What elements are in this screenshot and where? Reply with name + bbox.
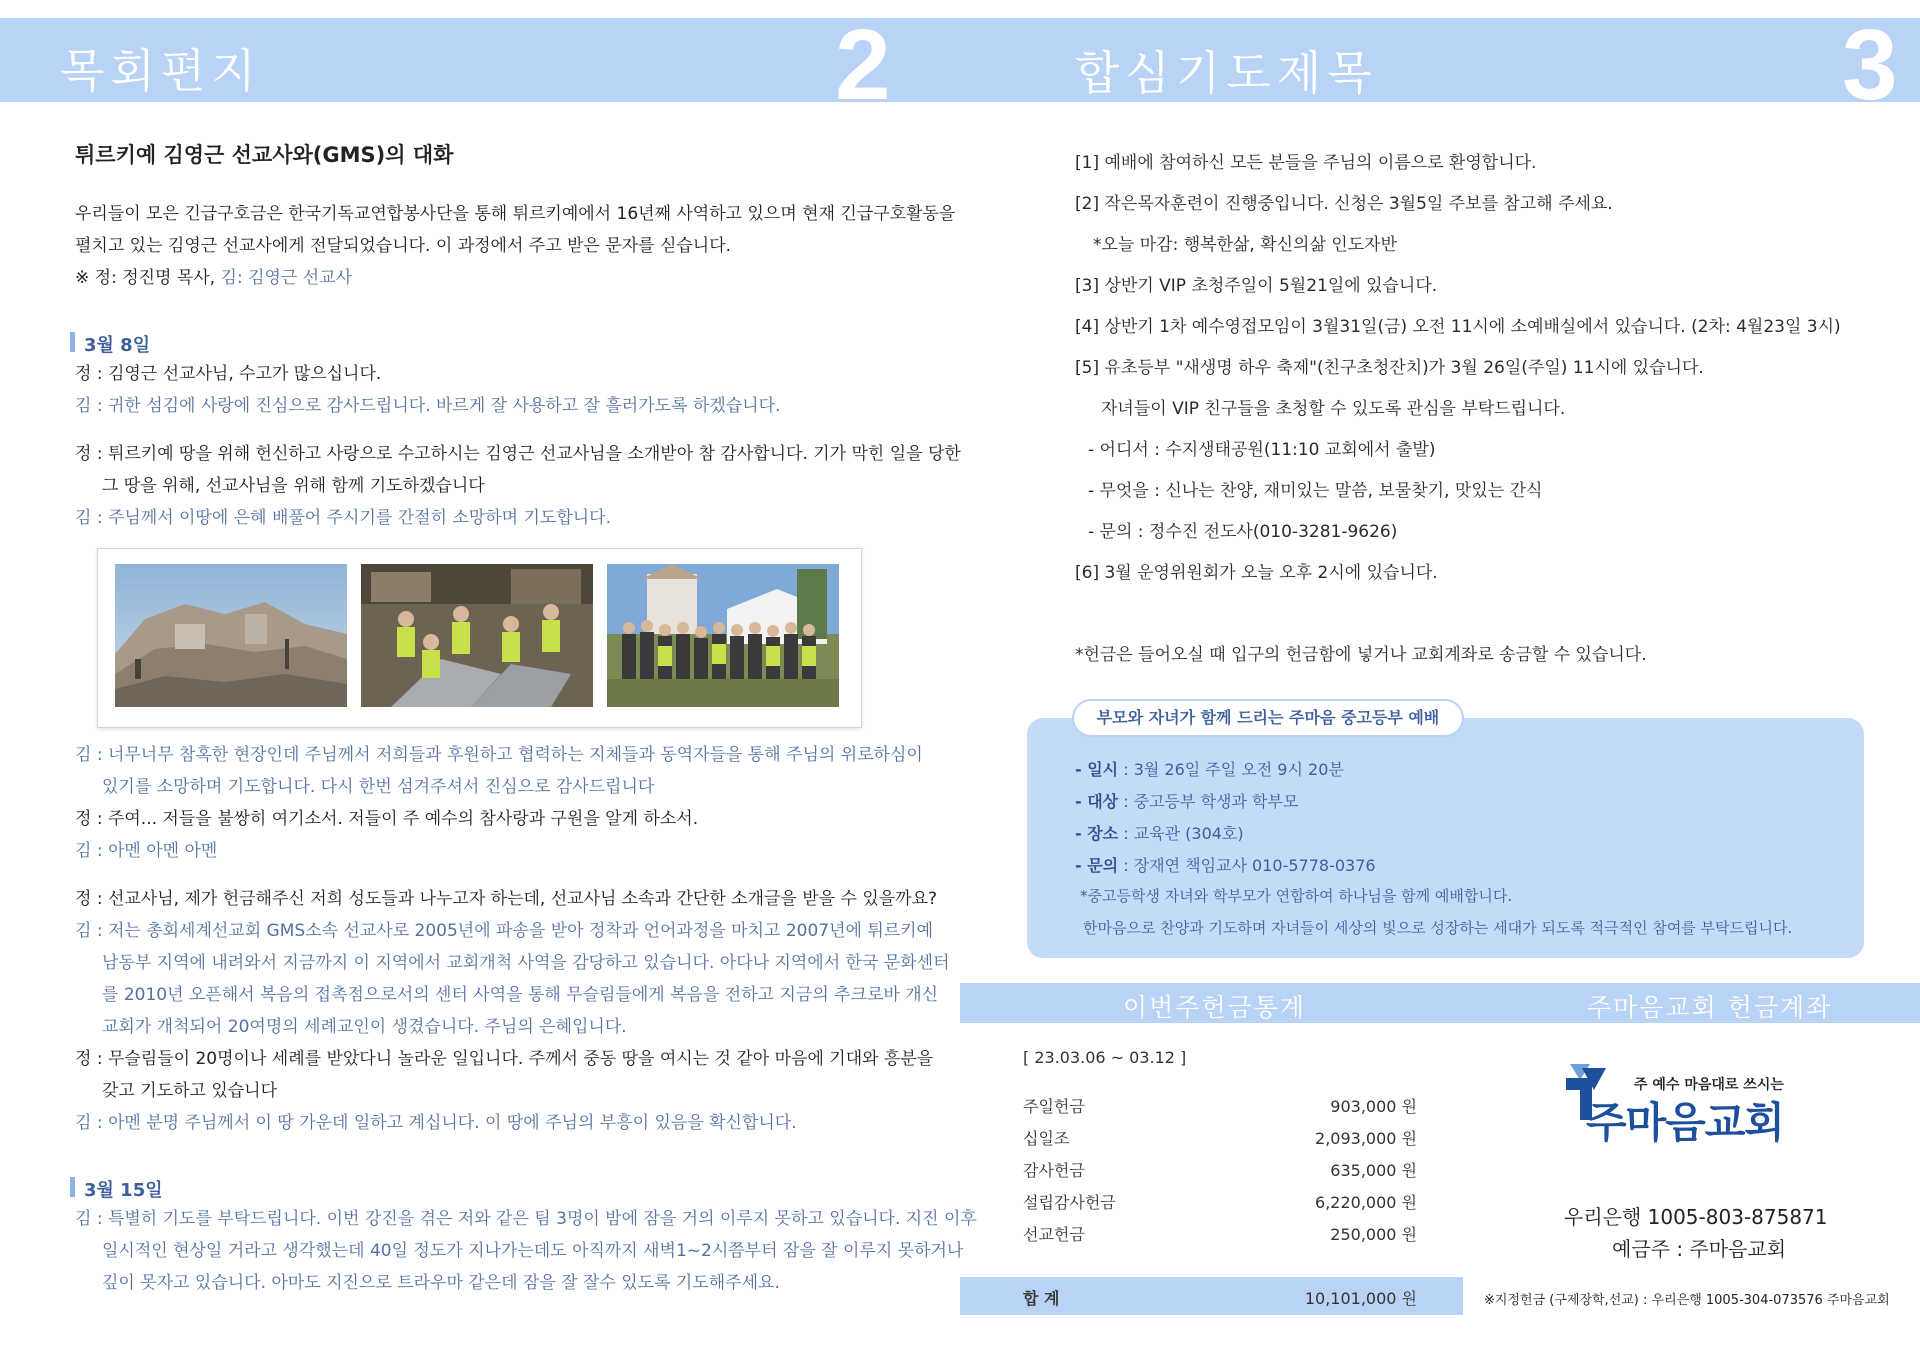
dialog-line: 교회가 개척되어 20여명의 세례교인이 생겼습니다. 주님의 은혜입니다. <box>102 1017 627 1037</box>
date-heading-1: 3월 8일 <box>84 335 151 356</box>
offering-title: 이번주헌금통계 <box>1123 993 1307 1022</box>
date-marker-1 <box>70 332 75 352</box>
dialog-line: 김 : 주님께서 이땅에 은혜 배풀어 주시기를 간절히 소망하며 기도합니다. <box>75 508 612 528</box>
total-value: 10,101,000 원 <box>1304 1289 1417 1308</box>
group-photo <box>607 564 839 707</box>
prayer-item: [1] 예배에 참여하신 모든 분들을 주님의 이름으로 환영합니다. <box>1075 153 1537 173</box>
prayer-item: [6] 3월 운영위원회가 오늘 오후 2시에 있습니다. <box>1075 563 1438 583</box>
offering-value: 635,000 원 <box>1330 1161 1417 1180</box>
intro-line-2: 펼치고 있는 김영근 선교사에게 전달되었습니다. 이 과정에서 주고 받은 문자를 싣습니다. <box>75 236 732 256</box>
youth-note-2: 한마음으로 찬양과 기도하며 자녀들이 세상의 빛으로 성장하는 세대가 되도록 적극적인 참여를 부탁드립니다. <box>1083 919 1793 937</box>
legend-kim: 김: 김영근 선교사 <box>220 268 353 288</box>
dialog-line: 김 : 아멘 아멘 아멘 <box>75 841 218 861</box>
offering-period: [ 23.03.06 ~ 03.12 ] <box>1023 1048 1187 1067</box>
article-title: 튀르키예 김영근 선교사와(GMS)의 대화 <box>75 143 454 167</box>
prayer-item: [5] 유초등부 "새생명 하우 축제"(친구초청잔치)가 3월 26일(주일) 11시에 있습니다. <box>1075 358 1704 378</box>
dialog-line: 일시적인 현상일 거라고 생각했는데 40일 정도가 지나가는데도 아직까지 새벽1~2시쯤부터 잠을 잘 이루지 못하거나 <box>102 1241 964 1261</box>
bank-account: 우리은행 1005-803-875871 <box>1564 1205 1828 1229</box>
prayer-item: [2] 작은목자훈련이 진행중입니다. 신청은 3월5일 주보를 참고해 주세요. <box>1075 194 1613 214</box>
item-value: : 교육관 (304호) <box>1118 824 1244 843</box>
youth-item-contact <box>1075 853 1376 876</box>
dialog-line: 정 : 튀르키예 땅을 위해 헌신하고 사랑으로 수고하시는 김영근 선교사님을 소개받아 참 감사합니다. 기가 막힌 일을 당한 <box>75 444 961 464</box>
prayer-item: - 문의 : 정수진 전도사(010-3281-9626) <box>1088 522 1398 542</box>
offering-note: *헌금은 들어오실 때 입구의 헌금함에 넣거나 교회계좌로 송금할 수 있습니다. <box>1075 645 1647 665</box>
item-label: - 일시 <box>1075 760 1119 779</box>
dialog-line: 김 : 귀한 섬김에 사랑에 진심으로 감사드립니다. 바르게 잘 사용하고 잘 흘러가도록 하겠습니다. <box>75 396 781 416</box>
offering-value: 903,000 원 <box>1330 1097 1417 1116</box>
photo-strip <box>97 548 862 728</box>
date-marker-2 <box>70 1177 75 1197</box>
dialog-line: 정 : 주여... 저들을 불쌍히 여기소서. 저들이 주 예수의 참사랑과 구원을 알게 하소서. <box>75 809 699 829</box>
offering-label: 설립감사헌금 <box>1023 1193 1116 1212</box>
prayer-item: *오늘 마감: 행복한삶, 확신의삶 인도자반 <box>1093 235 1397 255</box>
offering-value: 2,093,000 원 <box>1315 1129 1417 1148</box>
account-holder: 예금주 : 주마음교회 <box>1612 1237 1787 1261</box>
dialog-line: 정 : 선교사님, 제가 헌금해주신 저희 성도들과 나누고자 하는데, 선교사님 소속과 간단한 소개글을 받을 수 있을까요? <box>75 889 938 909</box>
youth-note-1: *중고등학생 자녀와 학부모가 연합하여 하나님을 함께 예배합니다. <box>1080 887 1513 905</box>
offering-label: 주일헌금 <box>1023 1097 1085 1116</box>
item-label: - 장소 <box>1075 824 1119 843</box>
total-label: 합 계 <box>1023 1289 1060 1308</box>
rubble-photo <box>115 564 347 707</box>
legend-jeong: ※ 정: 정진명 목사, <box>75 268 221 288</box>
offering-label: 십일조 <box>1023 1129 1070 1148</box>
youth-worship-title: 부모와 자녀가 함께 드리는 주마음 중고등부 예배 <box>1072 699 1464 737</box>
dialog-line: 남동부 지역에 내려와서 지금까지 이 지역에서 교회개척 사역을 감당하고 있습니다. 아다나 지역에서 한국 문화센터 <box>102 953 950 973</box>
logo-name: 주마음교회 <box>1586 1098 1784 1147</box>
right-page-number: 3 <box>1842 9 1898 121</box>
right-page-title: 합심기도제목 <box>1075 46 1378 100</box>
dialog-line: 김 : 저는 총회세계선교회 GMS소속 선교사로 2005년에 파송을 받아 정착과 언어과정을 마치고 2007년에 튀르키예 <box>75 921 934 941</box>
dialog-line: 를 2010년 오픈해서 복음의 접촉점으로서의 센터 사역을 통해 무슬림들에게 복음을 전하고 지금의 추크로바 개신 <box>102 985 939 1005</box>
item-value: : 3월 26일 주일 오전 9시 20분 <box>1118 760 1344 779</box>
dialog-line: 갖고 기도하고 있습니다 <box>102 1081 278 1101</box>
item-value: : 중고등부 학생과 학부모 <box>1118 792 1299 811</box>
church-logo <box>1562 1060 1802 1160</box>
dialog-line: 깊이 못자고 있습니다. 아마도 지진으로 트라우마 같은데 잠을 잘 잘수 있도록 기도해주세요. <box>102 1273 780 1293</box>
account-title: 주마음교회 헌금계좌 <box>1587 993 1833 1022</box>
dialog-line: 김 : 아멘 분명 주님께서 이 땅 가운데 일하고 계십니다. 이 땅에 주님의 부흥이 있음을 확신합니다. <box>75 1113 797 1133</box>
offering-label: 선교헌금 <box>1023 1225 1085 1244</box>
volunteers-photo <box>361 564 593 707</box>
prayer-item: - 어디서 : 수지생태공원(11:10 교회에서 출발) <box>1088 440 1436 460</box>
offering-label: 감사헌금 <box>1023 1161 1085 1180</box>
dialog-line: 김 : 너무너무 참혹한 현장인데 주님께서 저희들과 후원하고 협력하는 지체들과 동역자들을 통해 주님의 위로하심이 <box>75 745 923 765</box>
offering-value: 250,000 원 <box>1330 1225 1417 1244</box>
youth-item-target <box>1075 789 1298 812</box>
item-label: - 대상 <box>1075 792 1119 811</box>
left-page-title: 목회편지 <box>60 44 262 98</box>
date-heading-2: 3월 15일 <box>84 1180 163 1201</box>
item-value: : 장재연 책임교사 010-5778-0376 <box>1118 856 1376 875</box>
dialog-line: 정 : 무슬림들이 20명이나 세례를 받았다니 놀라운 일입니다. 주께서 중동 땅을 여시는 것 같아 마음에 기대와 흥분을 <box>75 1049 934 1069</box>
youth-item-place <box>1075 821 1244 844</box>
dialog-line: 그 땅을 위해, 선교사님을 위해 함께 기도하겠습니다 <box>102 476 485 496</box>
intro-line-1: 우리들이 모은 긴급구호금은 한국기독교연합봉사단을 통해 튀르키예에서 16년째 사역하고 있으며 현재 긴급구호활동을 <box>75 204 956 224</box>
dialog-line: 있기를 소망하며 기도합니다. 다시 한번 섬겨주셔서 진심으로 감사드립니다 <box>102 777 655 797</box>
left-page-number: 2 <box>835 9 891 121</box>
designated-offering-note: ※지정헌금 (구제장학,선교) : 우리은행 1005-304-073576 주마음교회 <box>1484 1293 1890 1308</box>
intro-legend <box>75 268 352 288</box>
dialog-line: 김 : 특별히 기도를 부탁드립니다. 이번 강진을 겪은 저와 같은 팀 3명이 밤에 잠을 거의 이루지 못하고 있습니다. 지진 이후 <box>75 1209 977 1229</box>
prayer-item: [3] 상반기 VIP 초청주일이 5월21일에 있습니다. <box>1075 276 1438 296</box>
item-label: - 문의 <box>1075 856 1119 875</box>
logo-tagline: 주 예수 마음대로 쓰시는 <box>1634 1077 1784 1093</box>
prayer-item: - 무엇을 : 신나는 찬양, 재미있는 말씀, 보물찾기, 맛있는 간식 <box>1088 481 1543 501</box>
offering-value: 6,220,000 원 <box>1315 1193 1417 1212</box>
youth-item-date <box>1075 757 1344 780</box>
prayer-item: 자녀들이 VIP 친구들을 초청할 수 있도록 관심을 부탁드립니다. <box>1101 399 1566 419</box>
dialog-line: 정 : 김영근 선교사님, 수고가 많으십니다. <box>75 364 382 384</box>
prayer-item: [4] 상반기 1차 예수영접모임이 3월31일(금) 오전 11시에 소예배실에서 있습니다. (2차: 4월23일 3시) <box>1075 317 1841 337</box>
